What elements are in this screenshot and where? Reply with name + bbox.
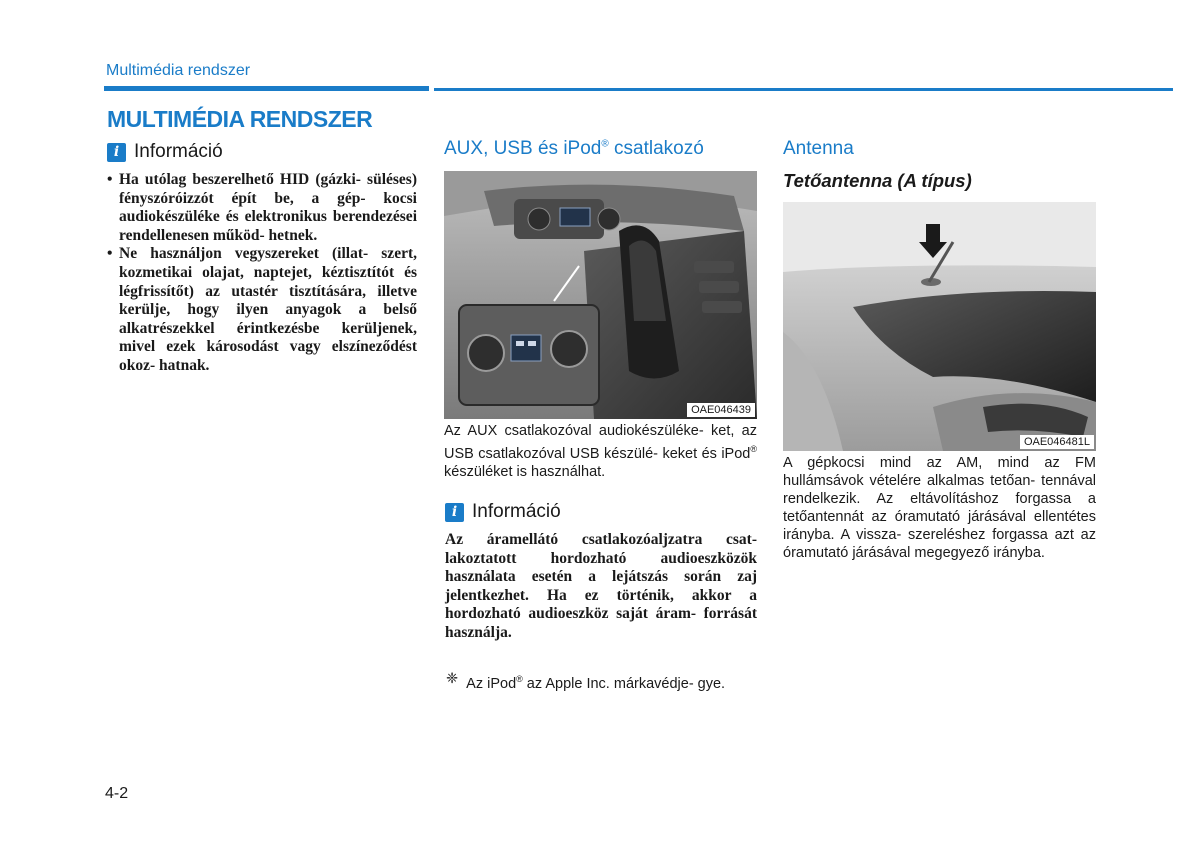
left-info-title: Információ xyxy=(134,141,223,162)
section-title: MULTIMÉDIA RENDSZER xyxy=(107,106,373,132)
left-info-box xyxy=(107,141,417,376)
aux-info-header xyxy=(445,501,757,523)
antenna-body: A gépkocsi mind az AM, mind az FM hullámsávok vételére alkalmas tetőan- tennával rendelkezik. Az eltávolításhoz forgassa a tetőantennát az óramutató járásával ellentétes irányba. A vissza- szereléshez forgassa azt az óramutató járásával megegyező irányba. xyxy=(783,455,1096,561)
left-info-list xyxy=(107,171,417,376)
header-rule-right xyxy=(434,88,1173,91)
trademark-note xyxy=(446,670,757,693)
header-rule-left xyxy=(104,86,429,91)
antenna-illustration xyxy=(783,202,1096,451)
info-icon: i xyxy=(445,503,464,522)
aux-info-body: Az áramellátó csatlakozóaljzatra csat- lakoztatott hordozható audioeszközök használata esetén a lejátszás során zaj jelentkezhet. Ha ez történik, akkor a hordozható audioeszköz saját áram- forrását használja. xyxy=(445,531,757,641)
aux-heading: AUX, USB és iPod® csatlakozó xyxy=(444,138,704,159)
figure-code: OAE046439 xyxy=(687,403,755,417)
antenna-heading: Antenna xyxy=(783,138,854,159)
aux-caption: Az AUX csatlakozóval audiokészüléke- ket, az USB csatlakozóval USB készülé- keket és iPod® készüléket is használhat. xyxy=(444,423,757,480)
roof-antenna-figure xyxy=(783,202,1096,451)
aux-info-title: Információ xyxy=(472,501,561,522)
left-info-header xyxy=(107,141,417,163)
antenna-subheading: Tetőantenna (A típus) xyxy=(783,170,972,191)
trademark-text: Az iPod® az Apple Inc. márkavédje- gye. xyxy=(466,674,726,692)
trademark-symbol: ❈ xyxy=(446,671,459,687)
aux-usb-figure xyxy=(444,171,757,419)
running-header: Multimédia rendszer xyxy=(106,62,251,79)
list-item: • Ne használjon vegyszereket (illat- szert, kozmetikai olajat, naptejet, kéztisztítót és légfrissítőt) az utastér tisztítására, illetve kerülje, hogy ilyen anyagok a belső alkatrészekkel érintkezésbe kerüljenek, mivel ezek károsodást vagy elszíneződést okoz- hatnak. xyxy=(107,245,417,375)
figure-code: OAE046481L xyxy=(1020,435,1094,449)
list-item: • Ha utólag beszerelhető HID (gázki- süléses) fényszóróizzót épít be, a gép- kocsi audiokészüléke és elektronikus berendezései rendellenesen működ- hetnek. xyxy=(107,171,417,245)
aux-info-box xyxy=(445,501,757,643)
info-icon: i xyxy=(107,143,126,162)
console-illustration xyxy=(444,171,757,419)
page-number: 4-2 xyxy=(105,785,129,802)
